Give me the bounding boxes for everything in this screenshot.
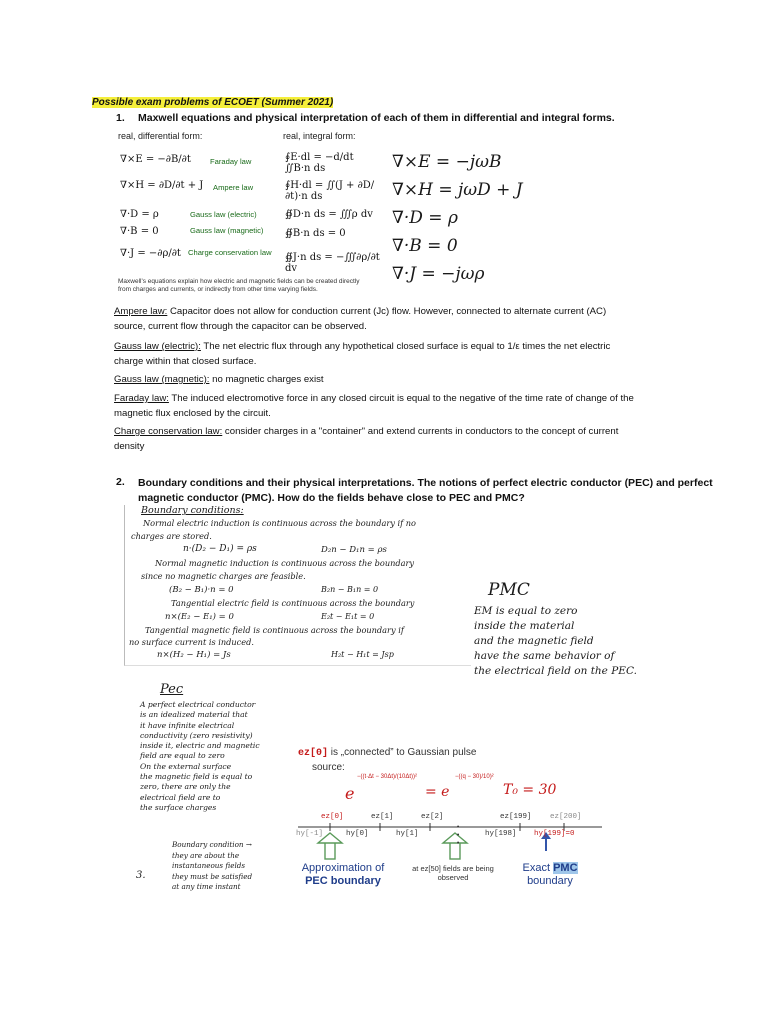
pmc-notes: EM is equal to zero inside the material and the magnetic field have the same behavior of the electrical field on the PEC. xyxy=(474,605,637,677)
page-title: Possible exam problems of ECOET (Summer 2021) xyxy=(92,97,334,108)
law-gauss-electric: Gauss law (electric): The net electric flux through any hypothetical closed surface is equal to 1/ε times the net electric charge within that closed surface. xyxy=(114,341,611,367)
notes-l2: charges are stored. xyxy=(131,531,212,541)
caption-pec: Approximation of PEC boundary xyxy=(301,862,385,887)
eq-ampere-int: ∮H·dl = ∬(J + ∂D/∂t)·n ds xyxy=(285,180,375,202)
fdtd-title: ez[0] is „connected” to Gaussian pulse source: xyxy=(298,747,477,773)
pec-margin-mark: 3. xyxy=(136,870,146,881)
question-1-number: 1. xyxy=(116,112,125,124)
pec-boundary-note: Boundary condition → they are about the instantaneous fields they must be satisfied at any time instant xyxy=(172,840,253,891)
hand-eq-4: ∇·B = 0 xyxy=(392,236,458,256)
label-hy1: hy[1] xyxy=(396,830,419,838)
notes-eq3a: n×(E₂ − E₁) = 0 xyxy=(165,612,234,622)
hand-eq-5: ∇·J = −jωρ xyxy=(392,264,485,284)
eq-charge-name: Charge conservation law xyxy=(188,248,272,257)
notes-eq4b: H₂t − H₁t = Jsp xyxy=(331,650,394,659)
integral-form-label: real, integral form: xyxy=(283,131,356,141)
notes-l3: Normal magnetic induction is continuous across the boundary xyxy=(155,558,415,568)
eq-ampere-name: Ampere law xyxy=(213,183,254,192)
notes-l6: Tangential magnetic field is continuous across the boundary if xyxy=(145,625,404,635)
notes-l5: Tangential electric field is continuous across the boundary xyxy=(171,598,415,608)
notes-eq1a: n·(D₂ − D₁) = ρs xyxy=(183,544,257,554)
eq-gauss-e-int: ∯D·n ds = ∭ρ dv xyxy=(285,209,373,220)
notes-eq3b: E₂t − E₁t = 0 xyxy=(321,612,375,621)
differential-form-label: real, differential form: xyxy=(118,131,203,141)
label-ez0: ez[0] xyxy=(321,813,344,821)
boundary-notes xyxy=(124,505,471,666)
notes-eq1b: D₂n − D₁n = ρs xyxy=(321,545,387,555)
eq-faraday-diff: ∇×E = −∂B/∂t xyxy=(120,154,191,165)
label-hy199: hy[199]=0 xyxy=(534,830,575,838)
label-ez2: ez[2] xyxy=(421,813,444,821)
pec-notes: A perfect electrical conductor is an idealized material that it have infinite electrical conductivity (zero resistivity) inside it, electric and magnetic field are equal to zero On the external surface the magnetic field is equal to zero, there are only the electrical field are to the surface charges xyxy=(140,700,260,812)
notes-l7: no surface current is induced. xyxy=(129,637,254,647)
question-1-text: Maxwell equations and physical interpretation of each of them in differential and integral forms. xyxy=(138,112,615,124)
label-hy198: hy[198] xyxy=(485,830,517,838)
notes-eq2b: B₂n − B₁n = 0 xyxy=(321,585,379,594)
hand-eq-3: ∇·D = ρ xyxy=(392,208,458,228)
arrow-observe xyxy=(443,833,467,859)
eq-faraday-int: ∮E·dl = −d/dt ∬B·n ds xyxy=(285,152,354,174)
handwritten-phasor-equations xyxy=(392,148,552,288)
eq-ampere-diff: ∇×H = ∂D/∂t + J xyxy=(120,180,204,191)
eq-charge-diff: ∇·J = −∂ρ/∂t xyxy=(120,248,181,259)
label-ez200: ez[200] xyxy=(550,813,582,821)
hand-eq-2: ∇×H = jωD + J xyxy=(392,180,523,200)
notes-l1: Normal electric induction is continuous across the boundary if no xyxy=(143,518,416,528)
maxwell-table xyxy=(120,148,380,276)
label-hy0: hy[0] xyxy=(346,830,369,838)
eq-gauss-m-int: ∯B·n ds = 0 xyxy=(285,228,346,239)
label-ez199: ez[199] xyxy=(500,813,532,821)
hand-eq-1: ∇×E = −jωB xyxy=(392,152,502,172)
label-hy-1: hy[-1] xyxy=(296,830,324,838)
eq-gauss-m-name: Gauss law (magnetic) xyxy=(190,226,264,235)
notes-l4: since no magnetic charges are feasible. xyxy=(141,571,306,581)
law-ampere: Ampere law: Capacitor does not allow for conduction current (Jc) flow. However, connected to alternate current (AC) source, current flow through the capacitor can be observed. xyxy=(114,306,607,332)
caption-observe: at ez[50] fields are being observed xyxy=(412,864,494,882)
notes-heading: Boundary conditions: xyxy=(141,505,244,516)
pec-title: Pec xyxy=(160,682,184,697)
eq-gauss-m-diff: ∇·B = 0 xyxy=(120,226,159,237)
law-faraday: Faraday law: The induced electromotive force in any closed circuit is equal to the negative of the time rate of change of the magnetic flux enclosed by the circuit. xyxy=(114,393,634,419)
law-gauss-magnetic: Gauss law (magnetic): no magnetic charges exist xyxy=(114,374,324,385)
eq-charge-int: ∯J·n ds = −∭∂ρ/∂t dv xyxy=(285,252,380,274)
label-ez1: ez[1] xyxy=(371,813,394,821)
pmc-title: PMC xyxy=(488,580,530,600)
maxwell-caption: Maxwell's equations explain how electric and magnetic fields can be created directly from charges and currents, or indirectly from other time varying fields. xyxy=(118,278,360,293)
label-dots: • • • xyxy=(456,824,461,848)
law-charge-conservation: Charge conservation law: consider charges in a "container" and extend currents in conductors to the concept of current density xyxy=(114,426,619,452)
notes-eq4a: n×(H₂ − H₁) = Js xyxy=(157,650,231,660)
eq-gauss-e-diff: ∇·D = ρ xyxy=(120,209,159,220)
question-2-number: 2. xyxy=(116,476,125,488)
caption-pmc: Exact PMC boundary xyxy=(522,862,578,887)
eq-faraday-name: Faraday law xyxy=(210,157,252,166)
question-2-text: Boundary conditions and their physical interpretations. The notions of perfect electric conductor (PEC) and perfect magnetic conductor (PMC). How do the fields behave close to PEC and PMC? xyxy=(138,477,713,504)
gaussian-formula: e −((t·Δt − 30Δt)/(10Δt))² = e −((q − 30)/10)² T₀ = 30 xyxy=(345,774,557,803)
eq-gauss-e-name: Gauss law (electric) xyxy=(190,210,257,219)
notes-eq2a: (B₂ − B₁)·n = 0 xyxy=(169,585,234,595)
